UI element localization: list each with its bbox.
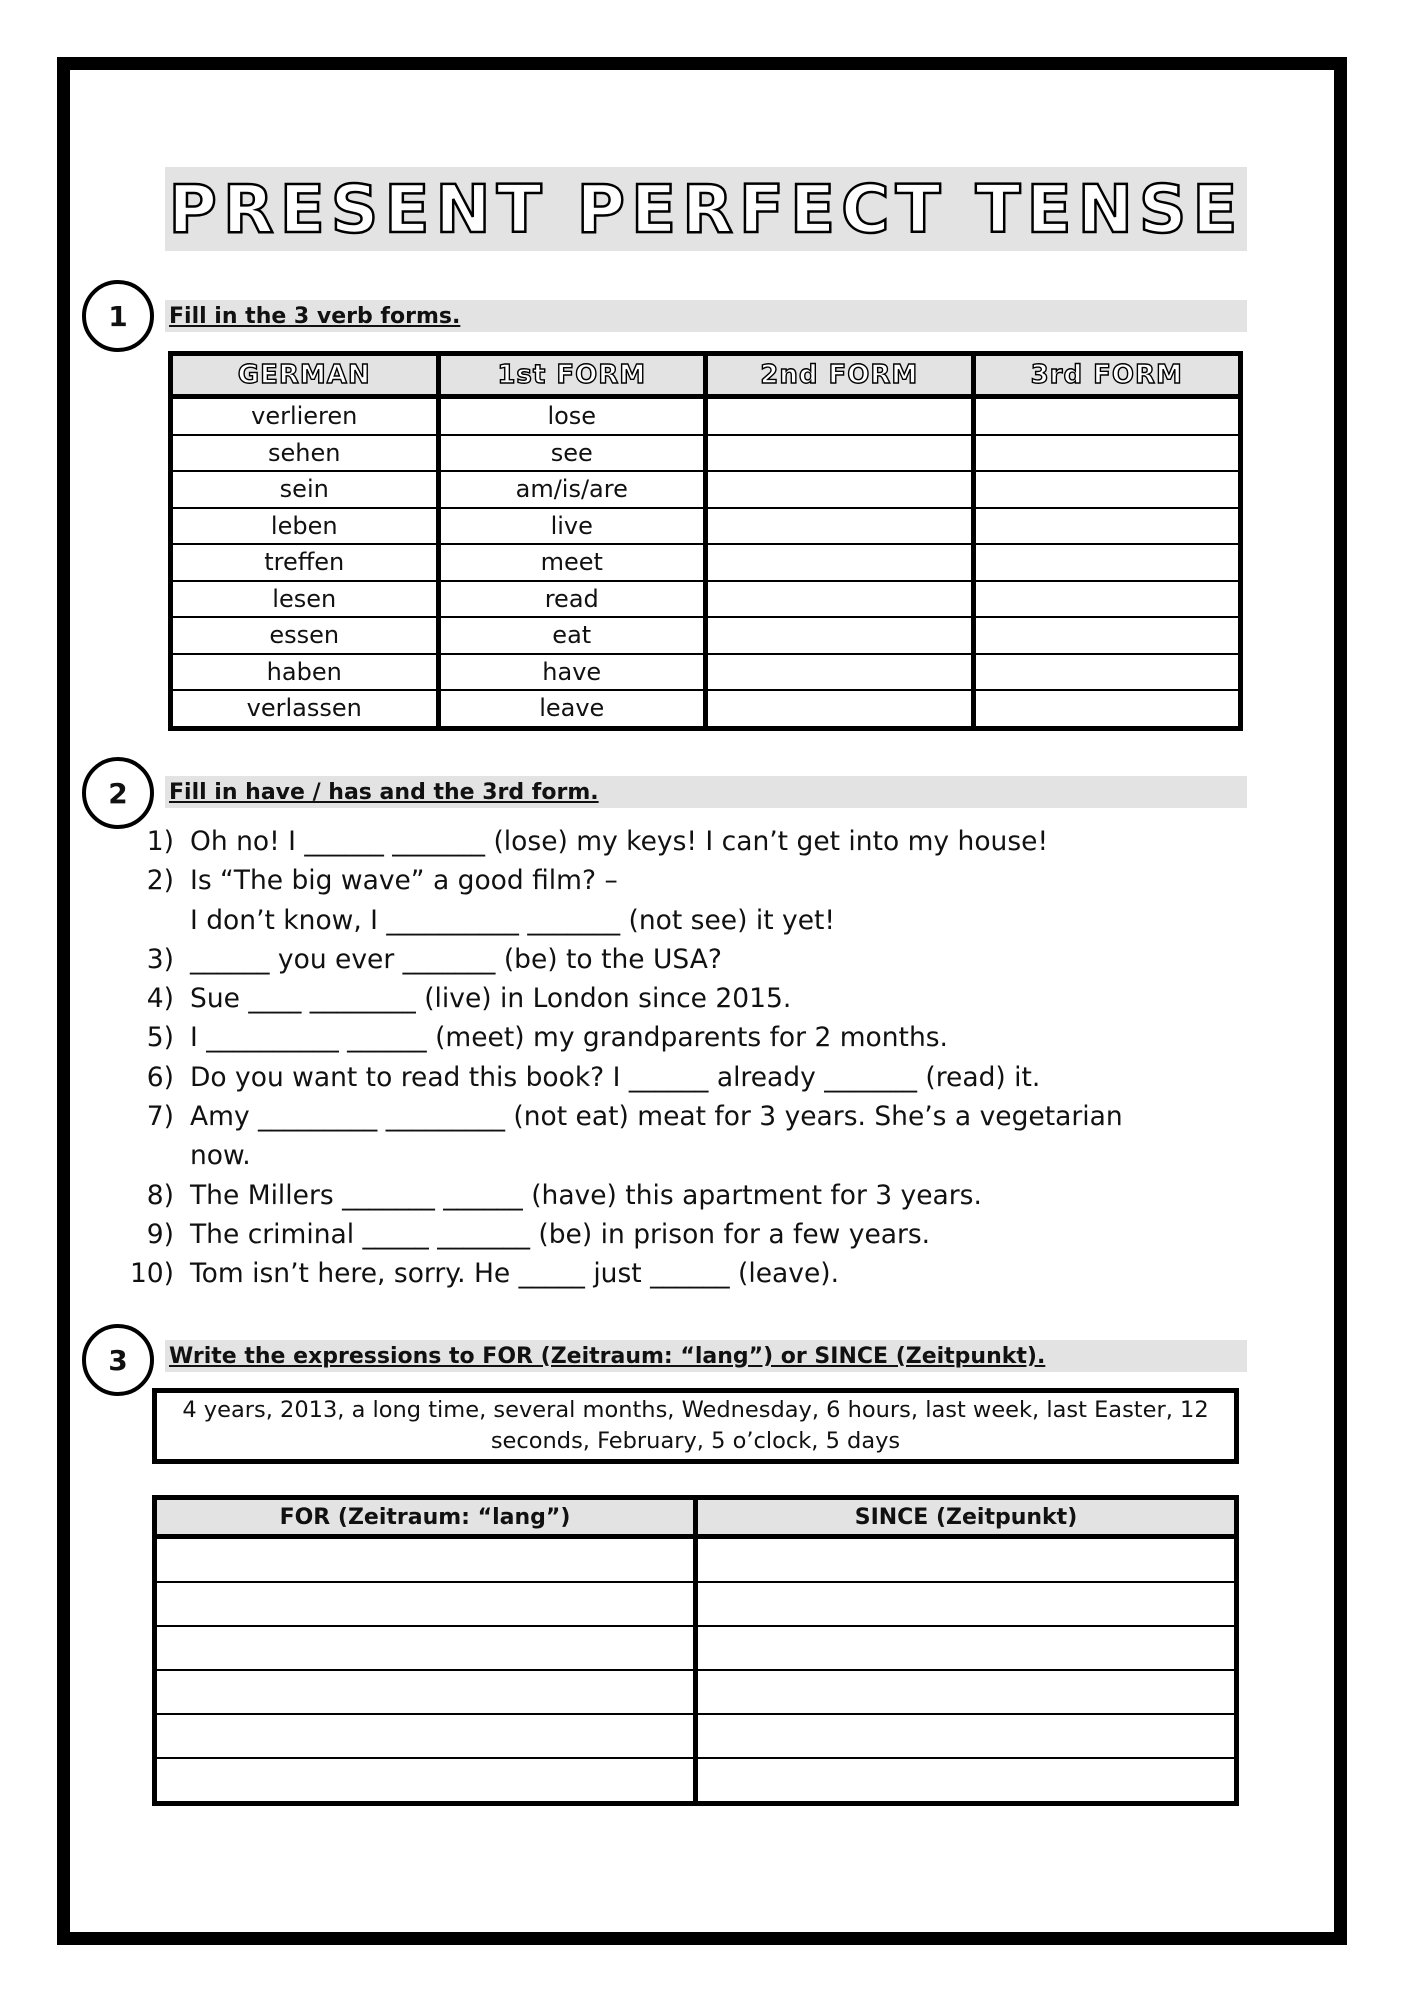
sentence-text: Tom isn’t here, sorry. He _____ just ______ (leave). <box>190 1258 840 1290</box>
for-since-table <box>152 1495 1239 1806</box>
verb-row <box>171 581 1241 618</box>
first-form-cell: see <box>438 435 706 472</box>
verb-row <box>171 508 1241 545</box>
sentence-continuation: I don’t know, I __________ _______ (not see) it yet! <box>190 904 836 936</box>
sentence-number: 8) <box>146 1179 174 1211</box>
sentence-text: The criminal _____ _______ (be) in prison for a few years. <box>190 1218 931 1250</box>
verb-row <box>171 544 1241 581</box>
sentence-number: 5) <box>146 1022 174 1054</box>
second-form-blank-cell[interactable] <box>706 690 974 728</box>
third-form-blank-cell[interactable] <box>973 435 1241 472</box>
second-form-blank-cell[interactable] <box>706 654 974 691</box>
exercise-1-header <box>165 300 1247 332</box>
sentence-item <box>105 1058 1255 1097</box>
german-verb-cell: sein <box>171 471 439 508</box>
first-form-cell: am/is/are <box>438 471 706 508</box>
exercise-3-instruction: Write the expressions to FOR (Zeitraum: “lang”) or SINCE (Zeitpunkt). <box>169 1343 1046 1369</box>
verb-row <box>171 397 1241 435</box>
sentence-item <box>105 1176 1255 1215</box>
for-since-row <box>155 1670 1237 1714</box>
word-box: 4 years, 2013, a long time, several months, Wednesday, 6 hours, last week, last Easter, 12 seconds, February, 5 o’clock, 5 days <box>152 1388 1239 1464</box>
german-verb-cell: essen <box>171 617 439 654</box>
german-verb-cell: haben <box>171 654 439 691</box>
sentence-continuation: now. <box>190 1140 251 1172</box>
third-form-blank-cell[interactable] <box>973 690 1241 728</box>
sentence-text: Oh no! I ______ _______ (lose) my keys! I can’t get into my house! <box>190 826 1049 857</box>
for-since-header-row <box>155 1498 1237 1537</box>
second-form-blank-cell[interactable] <box>706 471 974 508</box>
for-since-row <box>155 1582 1237 1626</box>
exercise-3-header <box>165 1340 1247 1372</box>
sentence-number: 10) <box>129 1258 174 1290</box>
exercise-1-instruction: Fill in the 3 verb forms. <box>169 303 461 329</box>
third-form-blank-cell[interactable] <box>973 617 1241 654</box>
for-answer-cell[interactable] <box>155 1758 696 1804</box>
first-form-cell: leave <box>438 690 706 728</box>
header-german: GERMAN <box>171 354 439 397</box>
sentence-text: Sue ____ ________ (live) in London since 2015. <box>190 983 792 1015</box>
for-answer-cell[interactable] <box>155 1626 696 1670</box>
verb-row <box>171 471 1241 508</box>
sentence-item <box>105 979 1255 1018</box>
first-form-cell: live <box>438 508 706 545</box>
sentence-item <box>105 1018 1255 1057</box>
sentence-item <box>105 861 1255 900</box>
header-for: FOR (Zeitraum: “lang”) <box>155 1498 696 1537</box>
sentence-text: Amy _________ _________ (not eat) meat for 3 years. She’s a vegetarian <box>190 1101 1123 1133</box>
since-answer-cell[interactable] <box>696 1537 1237 1583</box>
verb-forms-table <box>168 351 1243 731</box>
third-form-blank-cell[interactable] <box>973 508 1241 545</box>
german-verb-cell: lesen <box>171 581 439 618</box>
sentence-number: 3) <box>146 943 174 975</box>
sentence-number: 7) <box>146 1101 174 1133</box>
first-form-cell: meet <box>438 544 706 581</box>
for-since-row <box>155 1758 1237 1804</box>
for-answer-cell[interactable] <box>155 1670 696 1714</box>
verb-row <box>171 690 1241 728</box>
exercise-2-header <box>165 776 1247 808</box>
header-third-form: 3rd FORM <box>973 354 1241 397</box>
first-form-cell: eat <box>438 617 706 654</box>
for-answer-cell[interactable] <box>155 1582 696 1626</box>
exercise-2-sentence-list <box>105 822 1255 1294</box>
title-banner <box>165 167 1247 251</box>
second-form-blank-cell[interactable] <box>706 617 974 654</box>
third-form-blank-cell[interactable] <box>973 654 1241 691</box>
sentence-number: 6) <box>146 1061 174 1093</box>
header-since: SINCE (Zeitpunkt) <box>696 1498 1237 1537</box>
since-answer-cell[interactable] <box>696 1714 1237 1758</box>
sentence-number: 4) <box>146 983 174 1015</box>
exercise-1-number: 1 <box>82 280 154 352</box>
exercise-2-number: 2 <box>82 757 154 829</box>
german-verb-cell: verlieren <box>171 397 439 435</box>
second-form-blank-cell[interactable] <box>706 544 974 581</box>
german-verb-cell: verlassen <box>171 690 439 728</box>
for-answer-cell[interactable] <box>155 1537 696 1583</box>
first-form-cell: lose <box>438 397 706 435</box>
header-second-form: 2nd FORM <box>706 354 974 397</box>
exercise-2-instruction: Fill in have / has and the 3rd form. <box>169 779 599 805</box>
since-answer-cell[interactable] <box>696 1582 1237 1626</box>
second-form-blank-cell[interactable] <box>706 581 974 618</box>
for-answer-cell[interactable] <box>155 1714 696 1758</box>
sentence-text: I __________ ______ (meet) my grandparents for 2 months. <box>190 1022 948 1054</box>
for-since-row <box>155 1714 1237 1758</box>
since-answer-cell[interactable] <box>696 1626 1237 1670</box>
sentence-text: The Millers _______ ______ (have) this apartment for 3 years. <box>190 1179 982 1211</box>
since-answer-cell[interactable] <box>696 1758 1237 1804</box>
first-form-cell: have <box>438 654 706 691</box>
verb-table-header-row <box>171 354 1241 397</box>
for-since-row <box>155 1626 1237 1670</box>
german-verb-cell: leben <box>171 508 439 545</box>
page-title: PRESENT PERFECT TENSE <box>168 170 1244 248</box>
german-verb-cell: treffen <box>171 544 439 581</box>
sentence-number: 9) <box>146 1218 174 1250</box>
sentence-item <box>105 1097 1255 1136</box>
sentence-number: 1) <box>146 826 174 857</box>
header-first-form: 1st FORM <box>438 354 706 397</box>
second-form-blank-cell[interactable] <box>706 435 974 472</box>
exercise-3-number: 3 <box>82 1324 154 1396</box>
verb-row <box>171 435 1241 472</box>
second-form-blank-cell[interactable] <box>706 508 974 545</box>
sentence-text: Do you want to read this book? I ______ already _______ (read) it. <box>190 1061 1041 1093</box>
german-verb-cell: sehen <box>171 435 439 472</box>
third-form-blank-cell[interactable] <box>973 397 1241 435</box>
verb-row <box>171 617 1241 654</box>
sentence-text: Is “The big wave” a good film? – <box>190 865 618 897</box>
third-form-blank-cell[interactable] <box>973 544 1241 581</box>
verb-row <box>171 654 1241 691</box>
third-form-blank-cell[interactable] <box>973 471 1241 508</box>
sentence-item <box>105 822 1255 861</box>
sentence-item <box>105 940 1255 979</box>
first-form-cell: read <box>438 581 706 618</box>
sentence-item <box>105 1215 1255 1254</box>
sentence-item <box>105 1254 1255 1293</box>
sentence-number: 2) <box>146 865 174 897</box>
for-since-row <box>155 1537 1237 1583</box>
second-form-blank-cell[interactable] <box>706 397 974 435</box>
third-form-blank-cell[interactable] <box>973 581 1241 618</box>
sentence-text: ______ you ever _______ (be) to the USA? <box>190 943 722 975</box>
since-answer-cell[interactable] <box>696 1670 1237 1714</box>
